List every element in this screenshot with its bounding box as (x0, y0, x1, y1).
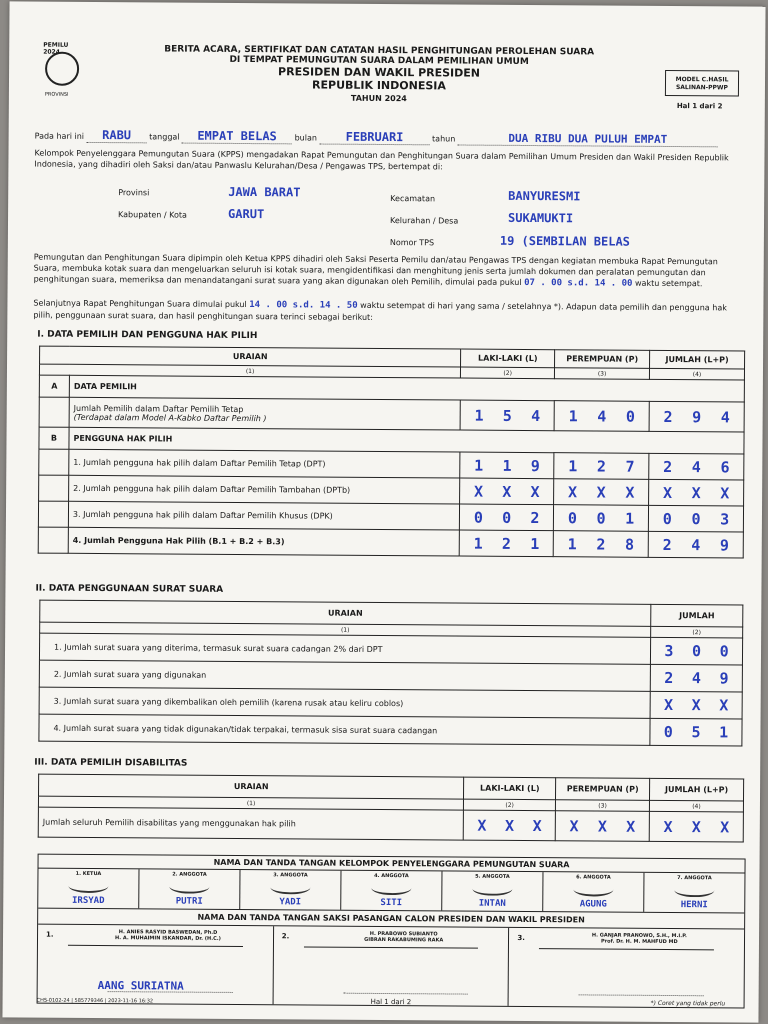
col-total: JUMLAH (L+P) (650, 350, 745, 369)
signature-name: IRSYAD (71, 895, 105, 907)
signature-role: 2. ANGGOTA (172, 871, 207, 878)
district-label: Kecamatan (390, 194, 436, 204)
candidate-name: H. ANIES RASYID BASWEDAN, Ph.D (118, 929, 218, 936)
procedure-paragraph (34, 252, 746, 291)
digit: 3 (720, 509, 730, 528)
candidate-name: H. GANJAR PRANOWO, S.H., M.I.P. (591, 932, 687, 940)
digit: X (473, 482, 484, 501)
digit: X (691, 817, 701, 836)
b1-total-digits (653, 457, 739, 476)
digit: 4 (720, 407, 730, 426)
date-value: EMPAT BELAS (182, 129, 292, 145)
b2-male-digits (464, 482, 549, 501)
dpt-label: Jumlah Pemilih dalam Daftar Pemilih Tetap (73, 403, 244, 414)
digit: 2 (662, 535, 672, 554)
signature-name: SITI (380, 897, 403, 909)
witness-dotline (579, 994, 704, 996)
digit: X (662, 483, 673, 502)
digit: 0 (567, 508, 577, 527)
witness-cell (38, 925, 274, 1005)
b3-total-digits (653, 509, 739, 528)
digit: 9 (719, 535, 730, 554)
tps-label: Nomor TPS (389, 238, 435, 248)
digit: X (477, 816, 487, 835)
col-num-1: (1) (39, 364, 460, 378)
count-time: 14 . 00 s.d. 14 . 50 (249, 300, 358, 311)
province-value: JAWA BARAT (228, 184, 301, 200)
digit: 6 (720, 457, 730, 476)
witness-name: AANG SURIATNA (97, 979, 184, 993)
digit: X (663, 817, 673, 836)
col-male: LAKI-LAKI (L) (461, 349, 555, 368)
col-num-1: (1) (40, 622, 651, 637)
witness-number: 2. (281, 932, 290, 941)
witness-signatures (38, 925, 745, 1008)
candidate-name: Prof. Dr. H. M. MAHFUD MD (601, 938, 678, 946)
digit: 5 (691, 723, 701, 742)
b4-female-digits (558, 535, 644, 554)
model-box (665, 70, 739, 97)
digit: 0 (596, 508, 606, 528)
regency-value: GARUT (228, 206, 265, 222)
digit: 0 (473, 508, 483, 527)
digit: 9 (719, 669, 729, 688)
district-value: BANYURESMI (508, 188, 581, 204)
col-num-2: (2) (464, 799, 556, 811)
logo-top-text: PEMILU 2024 (43, 41, 69, 56)
digit: X (626, 817, 636, 836)
footer-page: Hal 1 dari 2 (370, 997, 412, 1007)
signature-cell (442, 871, 543, 911)
signature-role: 3. ANGGOTA (273, 872, 308, 879)
digit: 4 (691, 457, 701, 476)
tps-value: 19 (SEMBILAN BELAS (499, 233, 630, 249)
footer-note: *) Coret yang tidak perlu (650, 999, 726, 1008)
count-paragraph (33, 298, 745, 326)
header-line2: DI TEMPAT PEMUNGUTAN SUARA DALAM PEMILIHAN UMUM (229, 54, 529, 68)
date-line (35, 128, 745, 148)
digit: 1 (719, 723, 729, 742)
b4-label: 4. Jumlah Pengguna Hak Pilih (B.1 + B.2 + B.3) (68, 527, 459, 556)
kpps-signatures (38, 869, 744, 914)
dpt-female-digits (559, 407, 645, 426)
col-male: LAKI-LAKI (L) (464, 777, 556, 800)
province-label: Provinsi (118, 188, 150, 198)
ballots-received-digits (655, 642, 738, 661)
candidate-underline (304, 946, 479, 948)
dpt-label-cell (69, 397, 460, 430)
b1-label: 1. Jumlah pengguna hak pilih dalam Daftar Pemilih Tetap (DPT) (69, 449, 460, 478)
candidate-name: H. PRABOWO SUBIANTO (369, 930, 438, 938)
digit: 1 (502, 456, 512, 475)
digit: 5 (502, 406, 512, 425)
col-num-2: (2) (461, 367, 555, 379)
disability-table (38, 774, 744, 843)
disability-total-digits (654, 817, 739, 836)
year-value: DUA RIBU DUA PULUH EMPAT (458, 132, 718, 148)
dpt-male-digits (465, 406, 550, 425)
digit: 0 (502, 508, 512, 527)
witness-dotline (343, 993, 468, 995)
voter-data-table (38, 346, 745, 559)
signature-name: HERNI (680, 900, 708, 911)
digit: 2 (663, 457, 673, 476)
procedure-time: 07 . 00 s.d. 14 . 00 (524, 277, 633, 289)
signature-block (37, 854, 746, 1009)
signature-scribble-icon (472, 882, 512, 896)
witness-dotline (108, 991, 233, 993)
intro-paragraph: Kelompok Penyelenggara Pemungutan Suara (KPPS) mengadakan Rapat Pemungutan dan Penghitungan Suara dalam Pemilihan Umum Presiden dan Wakil Presiden Republik Indonesia, yang dihadiri oleh Saksi dan/atau Panwaslu Kelurahan/Desa / Pengawas TPS, bertempat di: (34, 148, 729, 172)
signature-scribble-icon (169, 880, 209, 894)
section1-title: I. DATA PEMILIH DAN PENGGUNA HAK PILIH (37, 329, 258, 342)
digit: 4 (691, 535, 701, 554)
digit: 0 (691, 642, 702, 661)
digit: 2 (663, 407, 673, 426)
signature-role: 5. ANGGOTA (475, 873, 510, 880)
signature-role: 4. ANGGOTA (374, 872, 409, 880)
digit: 1 (568, 406, 578, 425)
digit: 1 (474, 456, 484, 475)
b3-female-digits (558, 509, 644, 528)
digit: 2 (501, 534, 512, 553)
digit: X (504, 816, 515, 835)
b4-male-digits (464, 534, 549, 553)
digit: X (720, 483, 730, 502)
signature-cell (38, 869, 139, 909)
signature-cell (341, 871, 442, 911)
col-num-1: (1) (38, 796, 463, 810)
digit: 1 (568, 456, 578, 475)
row-title-a: DATA PEMILIH (69, 375, 744, 402)
b1-male-digits (465, 456, 550, 475)
dpt-note: (Terdapat dalam Model A-Kabko Daftar Pemilih ) (73, 412, 267, 423)
form-header (129, 44, 629, 104)
signature-cell (543, 872, 644, 912)
digit: X (530, 482, 540, 501)
page-indicator: Hal 1 dari 2 (676, 102, 723, 111)
kpu-logo (41, 42, 81, 100)
digit: X (720, 817, 730, 836)
witness-signature-title: NAMA DAN TANDA TANGAN SAKSI PASANGAN CALON PRESIDEN DAN WAKIL PRESIDEN (38, 909, 744, 930)
garuda-emblem-icon (45, 52, 79, 86)
b2-total-digits (653, 483, 739, 502)
disability-male-digits (468, 816, 551, 835)
col-female: PEREMPUAN (P) (556, 778, 650, 801)
digit: X (596, 482, 606, 502)
row-title-b: PENGGUNA HAK PILIH (69, 427, 744, 454)
b3-label: 3. Jumlah pengguna hak pilih dalam Daftar Pemilih Khusus (DPK) (68, 501, 459, 530)
signature-scribble-icon (270, 880, 310, 894)
digit: 0 (691, 509, 701, 528)
b4-total-digits (653, 535, 739, 554)
signature-cell (139, 869, 240, 909)
digit: 2 (530, 508, 540, 527)
count-start-text: Selanjutnya Rapat Penghitungan Suara dimulai pukul (33, 298, 247, 310)
signature-scribble-icon (573, 882, 613, 896)
model-code: MODEL C.HASIL (675, 76, 729, 84)
col-total: JUMLAH (651, 604, 743, 627)
signature-role: 6. ANGGOTA (576, 874, 611, 881)
disability-female-digits (560, 817, 645, 836)
signature-name: INTAN (478, 898, 506, 909)
digit: X (691, 696, 701, 715)
ballots-used-label: 2. Jumlah surat suara yang digunakan (39, 660, 650, 691)
digit: 0 (719, 642, 729, 661)
digit: 1 (567, 534, 577, 553)
disability-voters-label: Jumlah seluruh Pemilih disabilitas yang menggunakan hak pilih (38, 807, 463, 840)
ballots-received-label: 1. Jumlah surat suara yang diterima, termasuk surat suara cadangan 2% dari DPT (39, 633, 650, 664)
signature-role: 7. ANGGOTA (677, 875, 712, 882)
digit: 9 (530, 456, 540, 475)
header-line1: BERITA ACARA, SERTIFIKAT DAN CATATAN HASIL PENGHITUNGAN PEROLEHAN SUARA (164, 44, 595, 58)
procedure-text: Pemungutan dan Penghitungan Suara dipimpin oleh Ketua KPPS dihadiri oleh Saksi Peserta Pemilu dan/atau Pengawas TPS dengan kegiatan membuka Rapat Pemungutan Suara, membuka kotak suara dan mengeluarkan seluruh isi kotak suara, mengidentifikasi dan menghitung jenis serta jumlah dokumen dan peralatan pemungutan dan penghitungan suara, memeriksa dan menandatangani surat suara yang akan digunakan oleh Pemilih, dimulai pada pukul (33, 252, 718, 287)
digit: 2 (596, 534, 606, 554)
day-value: RABU (87, 128, 147, 143)
month-value: FEBRUARI (319, 130, 429, 146)
digit: X (597, 817, 608, 836)
village-value: SUKAMUKTI (508, 210, 574, 226)
witness-cell (273, 926, 509, 1006)
signature-name: YADI (279, 897, 302, 908)
digit: 0 (662, 509, 672, 528)
digit: 1 (625, 509, 635, 528)
digit: 7 (625, 457, 635, 476)
candidate-pair (569, 932, 709, 945)
signature-role: 1. KETUA (75, 870, 102, 878)
date-label: tanggal (149, 132, 180, 142)
candidate-underline (68, 945, 243, 947)
candidate-name: GIBRAN RAKABUMING RAKA (364, 936, 444, 944)
digit: 1 (473, 534, 483, 553)
row-code-a: A (39, 375, 69, 397)
kpps-signature-title: NAMA DAN TANDA TANGAN KELOMPOK PENYELENGGARA PEMUNGUTAN SUARA (39, 855, 745, 874)
ballots-returned-label: 3. Jumlah surat suara yang dikembalikan oleh pemilih (karena rusak atau keliru coblos) (39, 687, 650, 718)
form-sheet (2, 1, 765, 1022)
signature-scribble-icon (674, 883, 714, 897)
digit: 8 (624, 535, 635, 554)
footer-code: CHS-0102-24 | 585779346 | 2023-11-16 16:32 (36, 997, 154, 1005)
year-label: tahun (432, 134, 456, 144)
village-label: Kelurahan / Desa (390, 216, 459, 226)
month-label: bulan (294, 133, 317, 143)
digit: 1 (474, 406, 484, 425)
col-uraian: URAIAN (39, 774, 464, 799)
col-num-4: (4) (650, 368, 745, 380)
signature-cell (240, 870, 341, 910)
procedure-end: waktu setempat. (634, 278, 703, 289)
digit: 0 (663, 722, 673, 742)
digit: 4 (691, 669, 701, 688)
candidate-name: H. A. MUHAIMIN ISKANDAR, Dr. (H.C.) (115, 935, 221, 942)
b1-female-digits (558, 457, 644, 476)
signature-scribble-icon (371, 881, 411, 895)
signature-name: AGUNG (579, 899, 607, 910)
digit: 9 (692, 407, 702, 426)
candidate-pair (98, 929, 238, 942)
digit: 4 (531, 406, 541, 425)
header-line3: PRESIDEN DAN WAKIL PRESIDEN (278, 65, 481, 80)
digit: X (625, 483, 635, 502)
ballots-unused-label: 4. Jumlah surat suara yang tidak digunakan/tidak terpakai, termasuk sisa surat suara cadangan (39, 714, 650, 745)
ballot-usage-table (38, 600, 743, 747)
header-line4: REPUBLIK INDONESIA (311, 78, 446, 93)
digit: X (568, 482, 578, 501)
candidate-underline (539, 948, 714, 950)
b3-male-digits (464, 508, 549, 527)
col-uraian: URAIAN (40, 346, 461, 367)
col-female: PEREMPUAN (P) (555, 350, 650, 369)
section2-title: II. DATA PENGGUNAAN SURAT SUARA (35, 583, 224, 595)
digit: 1 (530, 534, 540, 553)
candidate-pair (334, 931, 474, 944)
digit: X (663, 695, 674, 715)
digit: X (502, 482, 512, 501)
digit: 4 (597, 406, 607, 426)
col-num-3: (3) (555, 368, 650, 380)
digit: X (719, 696, 729, 715)
digit: X (569, 816, 579, 835)
b2-label: 2. Jumlah pengguna hak pilih dalam Daftar Pemilih Tambahan (DPTb) (69, 475, 460, 504)
col-total: JUMLAH (L+P) (650, 778, 744, 801)
col-num-3: (3) (556, 800, 650, 812)
dpt-total-digits (654, 407, 740, 426)
digit: X (532, 816, 542, 835)
day-label: Pada hari ini (34, 131, 85, 141)
logo-bottom-text: PROVINSI (44, 91, 69, 98)
col-num-4: (4) (649, 800, 743, 812)
model-sub: SALINAN-PPWP (675, 84, 728, 92)
digit: X (691, 483, 701, 502)
ballots-unused-digits (654, 723, 737, 742)
digit: 0 (625, 407, 635, 426)
col-uraian: URAIAN (40, 600, 651, 626)
digit: 2 (664, 668, 674, 688)
witness-number: 3. (517, 933, 525, 942)
header-year: TAHUN 2024 (350, 93, 407, 104)
witness-cell (509, 928, 744, 1008)
regency-label: Kabupaten / Kota (118, 210, 187, 220)
digit: 3 (664, 641, 674, 661)
signature-scribble-icon (68, 879, 108, 893)
ballots-used-digits (655, 669, 738, 688)
row-code-b: B (39, 427, 69, 449)
b2-female-digits (558, 483, 644, 502)
signature-name: PUTRI (175, 896, 203, 907)
section3-title: III. DATA PEMILIH DISABILITAS (34, 757, 188, 769)
witness-number: 1. (46, 930, 54, 939)
ballots-returned-digits (655, 696, 738, 715)
col-num-2: (2) (651, 626, 743, 638)
digit: 2 (596, 456, 606, 476)
count-end-text: waktu setempat di hari yang sama / setelahnya *). Adapun data pemilih dan pengguna hak pilih, penggunaan surat suara, dan hasil penghitungan suara terinci sebagai berikut: (33, 300, 727, 322)
signature-cell (644, 873, 744, 913)
